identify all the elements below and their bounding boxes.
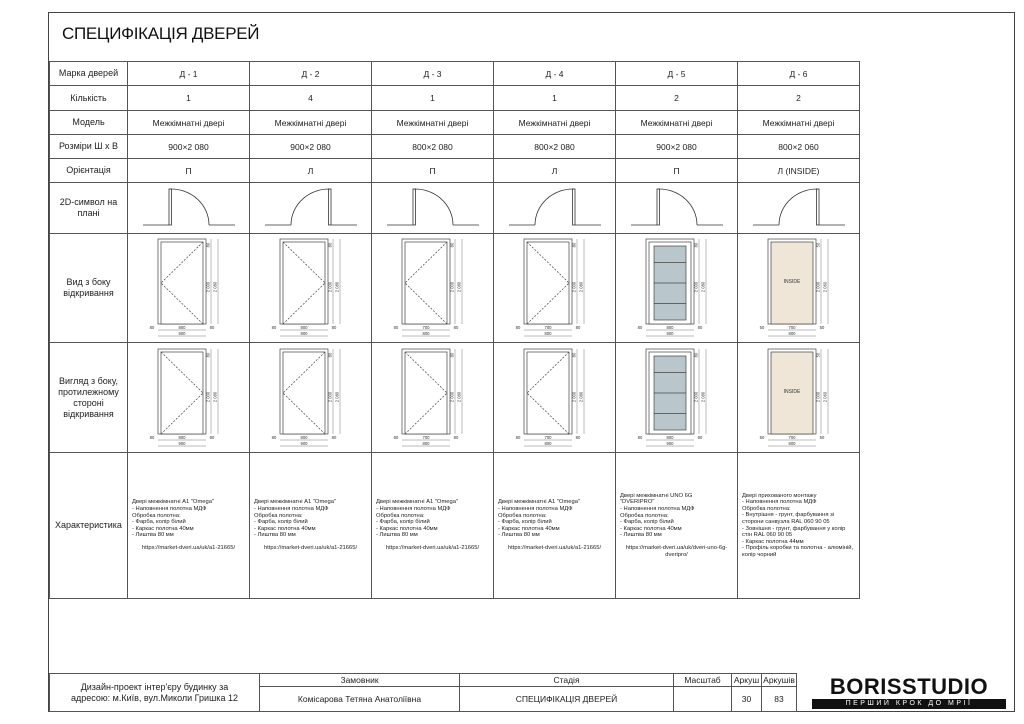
door-panel [527, 242, 569, 324]
dim-width-label: 700 [544, 325, 551, 330]
door-model: Межкімнатні двері [372, 111, 494, 135]
door-description [372, 453, 494, 599]
door-elevation [373, 234, 493, 340]
dim-width-label: 800 [422, 331, 429, 336]
swing-arc [291, 189, 330, 225]
dim-width-label: 700 [422, 434, 429, 440]
product-link[interactable]: https://market-dveri.ua/uk/a1-21665/ [507, 544, 602, 551]
door-swing [387, 189, 479, 225]
description-line: Обробка полотна: [620, 512, 669, 519]
dim-height-label: 2 080 [700, 391, 705, 402]
door-orientation: Л [250, 159, 372, 183]
dim-top-label: 80 [327, 352, 332, 357]
door-plan-symbol [129, 183, 249, 231]
dim-side-label: 80 [697, 434, 702, 440]
dim-side-label: 80 [149, 325, 154, 330]
door-model: Межкімнатні двері [494, 111, 616, 135]
door-panel [161, 352, 203, 434]
dim-width-label: 700 [544, 434, 551, 440]
door-mark: Д - 5 [616, 62, 738, 86]
elevation-cell [372, 234, 494, 343]
door-leaf [816, 189, 819, 225]
dim-side-label: 50 [759, 434, 764, 440]
dim-width-label: 800 [666, 434, 673, 440]
description-line: Обробка полотна: [132, 512, 181, 519]
dim-side-label: 80 [697, 325, 702, 330]
door-model: Межкімнатні двері [250, 111, 372, 135]
dim-height-label: 2 000 [449, 391, 454, 402]
project-name: Дизайн-проект інтер'єру будинку за адресою: м.Київ, вул.Миколи Гришка 12 [50, 674, 260, 712]
door-elevation [617, 344, 737, 450]
row-label: Модель [50, 111, 128, 135]
door-leaf [657, 189, 660, 225]
dim-side-label: 80 [331, 434, 336, 440]
row-label: Розміри Ш х В [50, 135, 128, 159]
description-line: - Наповнення полотна МДФ [742, 499, 817, 506]
description-line: - Каркас полотна 40мм [254, 525, 316, 532]
door-swing [753, 189, 845, 225]
dim-top-label: 80 [327, 242, 332, 248]
elevation-cell [128, 343, 250, 453]
dim-side-label: 80 [209, 325, 214, 330]
logo-name: BORISSTUDIO [829, 674, 989, 699]
description-line: Обробка полотна: [742, 505, 791, 512]
door-swing [509, 189, 601, 225]
dim-top-label: 80 [693, 242, 698, 248]
door-qty: 1 [128, 86, 250, 111]
door-elevation [129, 234, 249, 340]
door-swing [631, 189, 723, 225]
description-line: - Наповнення полотна МДФ [254, 506, 329, 513]
dim-width-label: 800 [788, 440, 795, 446]
dim-height-label: 2 000 [571, 281, 576, 293]
description-line: - Фарба, колір білий [132, 519, 186, 526]
door-leaf [328, 189, 331, 225]
row-label: Марка дверей [50, 62, 128, 86]
description-line: - Лиштва 80 мм [620, 532, 662, 539]
plan-symbol-cell [494, 183, 616, 234]
description-line: Двері межкімнатні А1 "Omega" [254, 499, 336, 506]
description-line: - Фарба, колір білий [376, 519, 430, 526]
row-qty [50, 86, 860, 111]
door-size: 900×2 080 [616, 135, 738, 159]
description-line: - Лиштва 80 мм [132, 532, 174, 539]
elevation-cell [616, 234, 738, 343]
row-label: Вид з боку відкривання [50, 234, 128, 343]
dim-height-label: 2 080 [578, 281, 583, 293]
door-elevation [495, 234, 615, 340]
studio-logo [806, 675, 1012, 711]
door-size: 900×2 080 [250, 135, 372, 159]
door-qty: 2 [738, 86, 860, 111]
description-line: - Лиштва 80 мм [376, 532, 418, 539]
door-mark: Д - 3 [372, 62, 494, 86]
description-line: Двері межкімнатні А1 "Omega" [376, 499, 458, 506]
dim-side-label: 80 [515, 434, 520, 440]
product-link[interactable]: https://market-dveri.ua/uk/a1-21665/ [385, 544, 480, 551]
row-label: 2D-символ на плані [50, 183, 128, 234]
door-swing [143, 189, 235, 225]
dim-width-label: 900 [300, 331, 307, 336]
dim-width-label: 900 [666, 331, 673, 336]
row-label: Орієнтація [50, 159, 128, 183]
dim-top-label: 80 [449, 242, 454, 248]
scale-value [674, 687, 732, 712]
dim-height-label: 2 080 [334, 281, 339, 293]
product-link[interactable]: https://market-dveri.ua/uk/dveri-uno-6g-dveripro/ [625, 544, 728, 558]
description-line: - Каркас полотна 40мм [498, 525, 560, 532]
swing-arc [779, 189, 818, 225]
row-label: Вигляд з боку, протилежному стороні відкривання [50, 343, 128, 453]
door-elevation [739, 234, 859, 340]
plan-symbol-cell [128, 183, 250, 234]
stage-label: Стадія [460, 674, 674, 687]
dim-side-label: 80 [209, 434, 214, 440]
dim-side-label: 80 [575, 325, 580, 330]
door-elevation [129, 344, 249, 450]
dim-width-label: 800 [300, 434, 307, 440]
dim-side-label: 80 [393, 434, 398, 440]
door-leaf [572, 189, 575, 225]
dim-height-label: 2 000 [815, 391, 820, 402]
swing-arc [170, 189, 209, 225]
dim-top-label: 80 [205, 242, 210, 248]
description-line: Обробка полотна: [254, 512, 303, 519]
dim-width-label: 700 [422, 325, 429, 330]
dim-side-label: 80 [637, 325, 642, 330]
dim-side-label: 80 [149, 434, 154, 440]
dim-height-label: 2 000 [205, 391, 210, 402]
plan-symbol-cell [250, 183, 372, 234]
door-plan-symbol [495, 183, 615, 231]
door-size: 800×2 080 [494, 135, 616, 159]
dim-height-label: 2 060 [822, 391, 827, 402]
door-description [250, 453, 372, 599]
inside-label: INSIDE [783, 279, 800, 285]
door-panel [527, 352, 569, 434]
dim-height-label: 2 080 [578, 391, 583, 402]
door-qty: 1 [372, 86, 494, 111]
client-label: Замовник [260, 674, 460, 687]
row-mark [50, 62, 860, 86]
dim-height-label: 2 000 [327, 391, 332, 402]
scale-label: Масштаб [674, 674, 732, 687]
sheet-number: 30 [732, 687, 762, 712]
elevation-cell [494, 234, 616, 343]
elevation-cell [250, 234, 372, 343]
description-line: - Фарба, колір білий [620, 519, 674, 526]
door-size: 800×2 080 [372, 135, 494, 159]
dim-height-label: 2 000 [693, 281, 698, 293]
row-size [50, 135, 860, 159]
dim-side-label: 50 [759, 325, 764, 330]
door-mark: Д - 4 [494, 62, 616, 86]
dim-side-label: 80 [515, 325, 520, 330]
door-orientation: П [616, 159, 738, 183]
dim-width-label: 800 [178, 325, 185, 330]
door-orientation: П [128, 159, 250, 183]
description-line: - Каркас полотна 40мм [132, 525, 194, 532]
dim-height-label: 2 000 [571, 391, 576, 402]
description-line: - Фарба, колір білий [254, 519, 308, 526]
description-line: Двері прихованого монтажу [742, 492, 817, 499]
dim-top-label: 50 [815, 352, 820, 357]
door-panel [283, 352, 325, 434]
description-line: - Наповнення полотна МДФ [620, 506, 695, 513]
elevation-cell [616, 343, 738, 453]
door-elevation [495, 344, 615, 450]
door-panel [405, 352, 447, 434]
description-line: - Зовнішня - грунт, фарбування у колір стін RAL 060 90 05 [742, 525, 846, 539]
door-spec-table [49, 61, 860, 599]
plan-symbol-cell [372, 183, 494, 234]
door-qty: 1 [494, 86, 616, 111]
description-line: - Фарба, колір білий [498, 519, 552, 526]
plan-symbol-cell [616, 183, 738, 234]
description-line: - Лиштва 80 мм [254, 532, 296, 539]
door-description [616, 453, 738, 599]
door-elevation [373, 344, 493, 450]
sheets-total: 83 [762, 687, 797, 712]
door-size: 900×2 080 [128, 135, 250, 159]
swing-arc [658, 189, 697, 225]
elevation-cell [250, 343, 372, 453]
description-line: Двері межкімнатні UNO 6G [620, 492, 693, 499]
dim-height-label: 2 080 [456, 281, 461, 293]
door-qty: 4 [250, 86, 372, 111]
row-view-open [50, 234, 860, 343]
dim-width-label: 700 [788, 434, 795, 440]
dim-width-label: 800 [544, 331, 551, 336]
door-orientation: Л [494, 159, 616, 183]
row-orientation [50, 159, 860, 183]
dim-height-label: 2 080 [700, 281, 705, 293]
elevation-cell [494, 343, 616, 453]
door-mark: Д - 2 [250, 62, 372, 86]
door-panel [283, 242, 325, 324]
client-name: Комісарова Тетяна Анатоліївна [260, 687, 460, 712]
door-description [738, 453, 860, 599]
dim-height-label: 2 060 [822, 281, 827, 293]
row-characteristics [50, 453, 860, 599]
dim-top-label: 80 [571, 352, 576, 357]
inside-label: INSIDE [783, 388, 800, 395]
description-line: - Каркас полотна 40мм [620, 525, 682, 532]
dim-height-label: 2 000 [449, 281, 454, 293]
door-swing [265, 189, 357, 225]
dim-side-label: 80 [575, 434, 580, 440]
dim-height-label: 2 080 [334, 391, 339, 402]
product-link[interactable]: https://market-dveri.ua/uk/a1-21665/ [141, 544, 236, 551]
description-line: Обробка полотна: [376, 512, 425, 519]
stage-value: СПЕЦИФІКАЦІЯ ДВЕРЕЙ [460, 687, 674, 712]
row-model [50, 111, 860, 135]
description-line: - Внутрішня - грунт, фарбування зі сторони санвузла RAL 060 90 05 [742, 512, 835, 525]
swing-arc [414, 189, 453, 225]
door-mark: Д - 1 [128, 62, 250, 86]
dim-side-label: 50 [819, 434, 824, 440]
dim-height-label: 2 000 [815, 281, 820, 293]
row-label: Кількість [50, 86, 128, 111]
dim-top-label: 50 [815, 242, 820, 248]
door-description [494, 453, 616, 599]
dim-width-label: 900 [300, 440, 307, 446]
door-elevation [739, 344, 859, 450]
page-title: СПЕЦИФІКАЦІЯ ДВЕРЕЙ [62, 24, 260, 43]
door-model: Межкімнатні двері [738, 111, 860, 135]
logo-tagline: ПЕРШИЙ КРОК ДО МРІЇ [812, 699, 1006, 709]
dim-width-label: 700 [788, 325, 795, 330]
row-symbol [50, 183, 860, 234]
dim-side-label: 80 [331, 325, 336, 330]
dim-width-label: 800 [544, 440, 551, 446]
door-panel [161, 242, 203, 324]
description-line: Двері межкімнатні А1 "Omega" [498, 499, 580, 506]
dim-width-label: 800 [300, 325, 307, 330]
door-elevation [251, 234, 371, 340]
door-leaf [169, 189, 172, 225]
description-line: "DVERIPRO" [620, 499, 655, 506]
dim-height-label: 2 080 [212, 281, 217, 293]
dim-height-label: 2 080 [212, 391, 217, 402]
door-plan-symbol [617, 183, 737, 231]
dim-width-label: 900 [178, 440, 185, 446]
elevation-cell [128, 234, 250, 343]
sheets-label: Аркушів [763, 675, 795, 685]
dim-height-label: 2 080 [456, 391, 461, 402]
door-plan-symbol [373, 183, 493, 231]
description-line: - Лиштва 80 мм [498, 532, 540, 539]
sheet-label: Аркуш [732, 674, 762, 687]
description-line: - Каркас полотна 44мм [742, 538, 804, 545]
door-leaf [413, 189, 416, 225]
elevation-cell [738, 343, 860, 453]
door-elevation [617, 234, 737, 340]
swing-arc [535, 189, 574, 225]
dim-top-label: 80 [693, 352, 698, 357]
row-view-opposite [50, 343, 860, 453]
dim-height-label: 2 000 [205, 281, 210, 293]
door-elevation [251, 344, 371, 450]
product-link[interactable]: https://market-dveri.ua/uk/a1-21665/ [263, 544, 358, 551]
dim-height-label: 2 000 [693, 391, 698, 402]
elevation-cell [372, 343, 494, 453]
dim-side-label: 50 [819, 325, 824, 330]
title-block [49, 673, 797, 712]
dim-top-label: 80 [571, 242, 576, 248]
description-line: - Наповнення полотна МДФ [498, 506, 573, 513]
description-line: Двері межкімнатні А1 "Omega" [132, 499, 214, 506]
dim-side-label: 80 [393, 325, 398, 330]
door-mark: Д - 6 [738, 62, 860, 86]
description-line: - Каркас полотна 40мм [376, 525, 438, 532]
dim-side-label: 80 [637, 434, 642, 440]
description-line: - Профіль коробки та полотна - алюміній, колір чорний [742, 545, 854, 558]
elevation-cell [738, 234, 860, 343]
dim-side-label: 80 [453, 434, 458, 440]
dim-width-label: 900 [666, 440, 673, 446]
dim-width-label: 800 [422, 440, 429, 446]
door-orientation: П [372, 159, 494, 183]
row-label: Характеристика [50, 453, 128, 599]
dim-height-label: 2 000 [327, 281, 332, 293]
door-plan-symbol [739, 183, 859, 231]
door-plan-symbol [251, 183, 371, 231]
dim-side-label: 80 [453, 325, 458, 330]
dim-width-label: 900 [178, 331, 185, 336]
door-model: Межкімнатні двері [128, 111, 250, 135]
door-size: 800×2 060 [738, 135, 860, 159]
plan-symbol-cell [738, 183, 860, 234]
dim-width-label: 800 [178, 434, 185, 440]
door-description [128, 453, 250, 599]
door-orientation: Л (INSIDE) [738, 159, 860, 183]
dim-side-label: 80 [271, 434, 276, 440]
dim-top-label: 80 [205, 352, 210, 357]
dim-width-label: 800 [788, 331, 795, 336]
description-line: - Наповнення полотна МДФ [376, 506, 451, 513]
dim-side-label: 80 [271, 325, 276, 330]
dim-top-label: 80 [449, 352, 454, 357]
door-panel [405, 242, 447, 324]
description-line: Обробка полотна: [498, 512, 547, 519]
door-model: Межкімнатні двері [616, 111, 738, 135]
description-line: - Наповнення полотна МДФ [132, 506, 207, 513]
door-qty: 2 [616, 86, 738, 111]
dim-width-label: 800 [666, 325, 673, 330]
